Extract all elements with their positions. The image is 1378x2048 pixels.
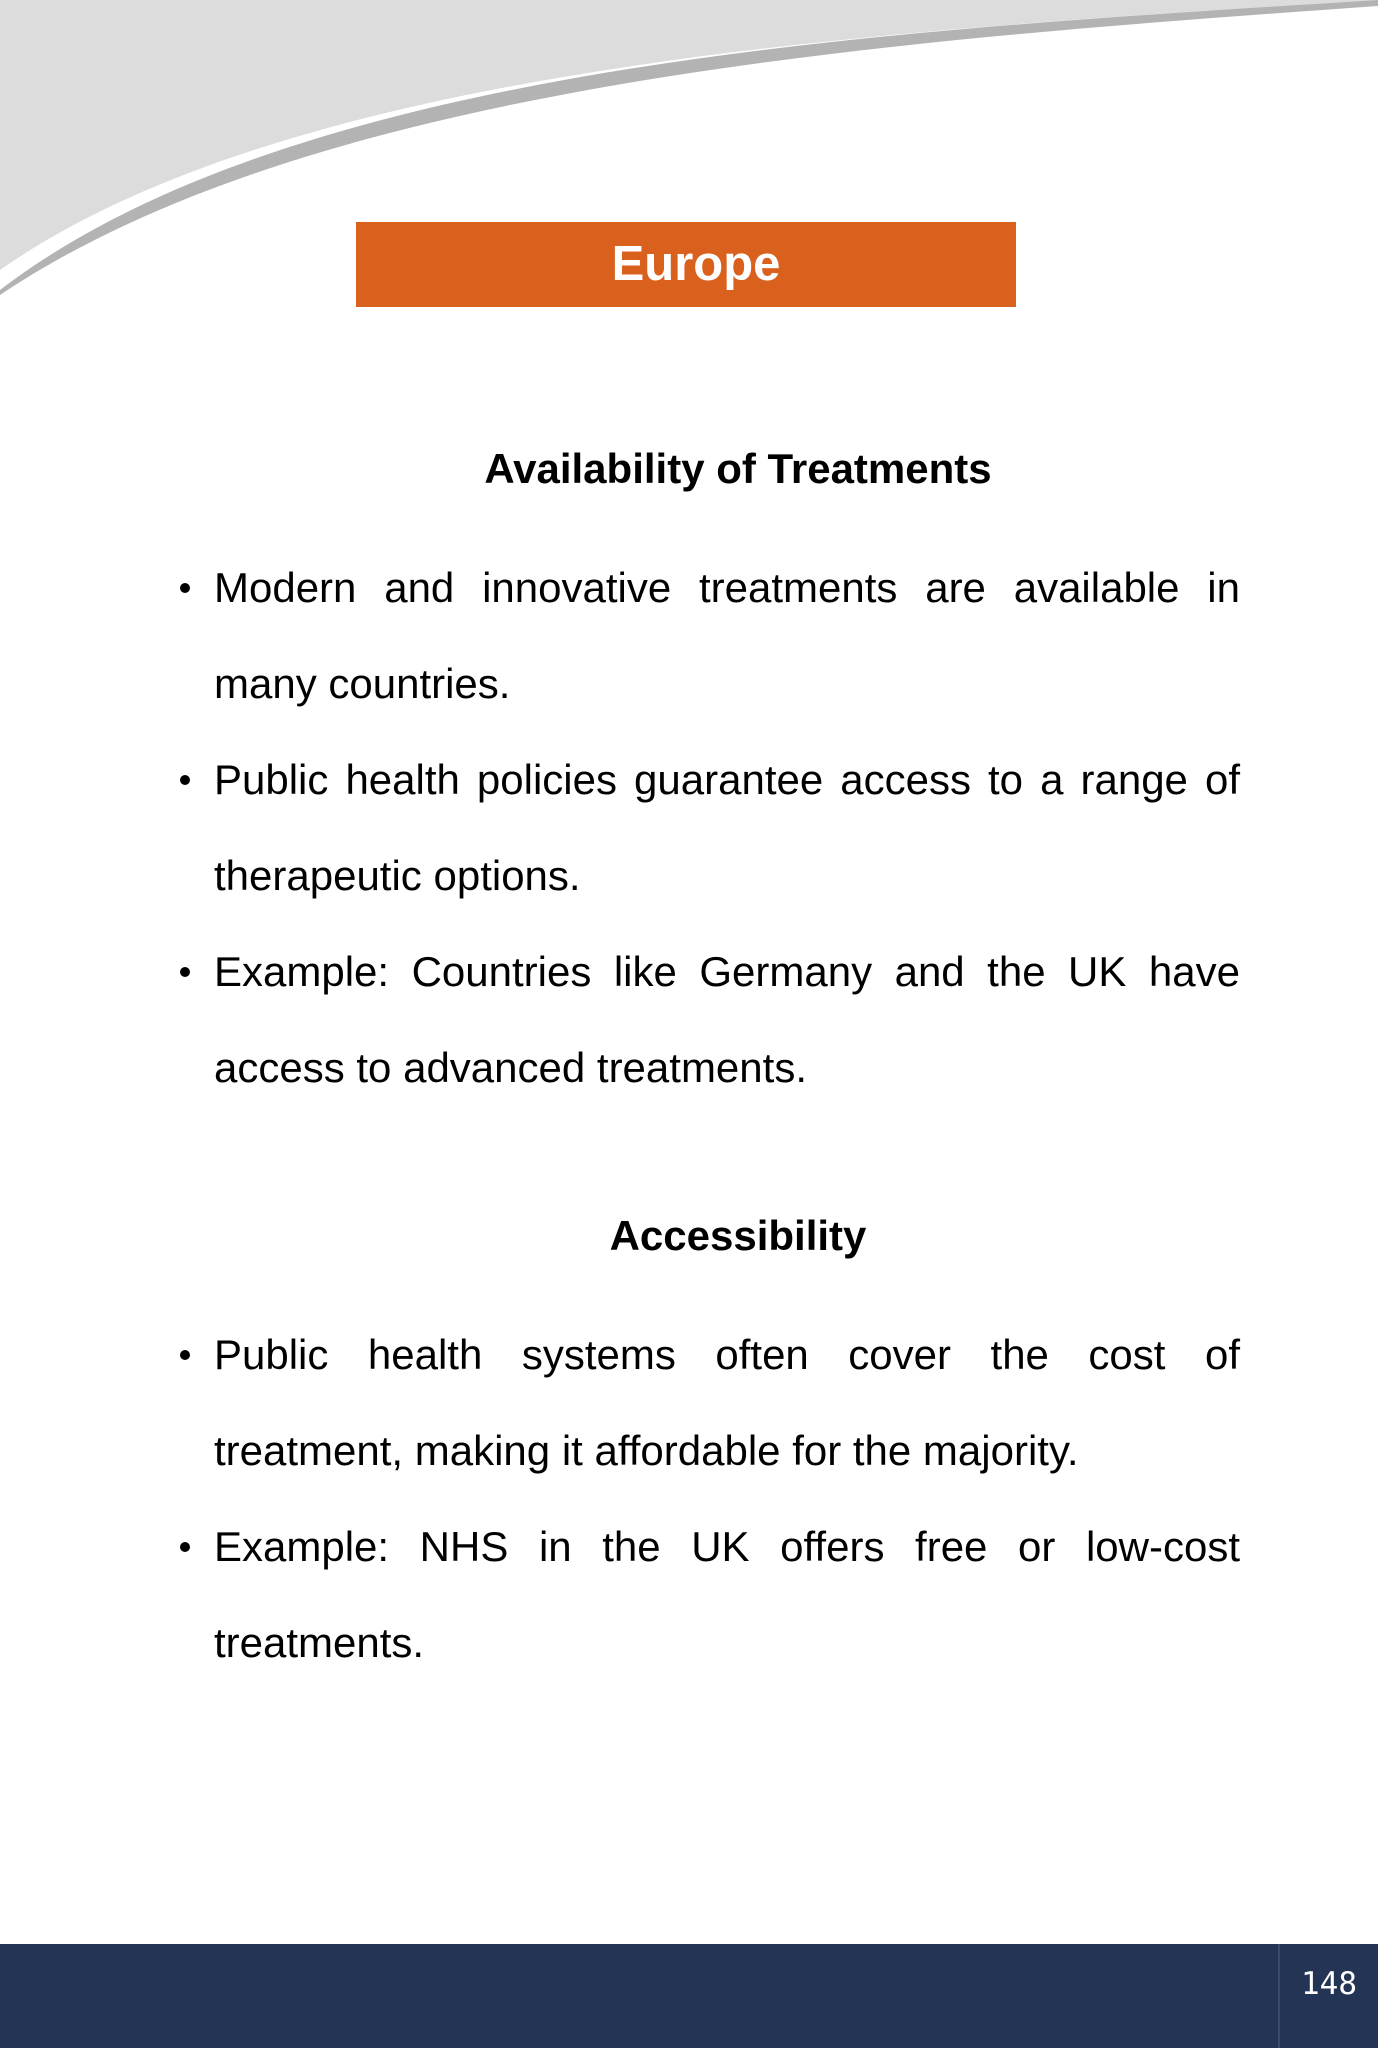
list-item-text: Public health policies guarantee access to a range of therapeutic options. — [214, 756, 1240, 899]
title-banner — [356, 222, 1016, 307]
bullet-list — [176, 1307, 1240, 1691]
list-item — [176, 732, 1240, 924]
section-heading: Accessibility — [609, 1212, 867, 1259]
footer-bar — [0, 1944, 1378, 2048]
section-heading: Availability of Treatments — [484, 445, 992, 492]
list-item — [176, 1499, 1240, 1691]
list-item-text: Public health systems often cover the cost of treatment, making it affordable for the majority. — [214, 1331, 1240, 1474]
section-accessibility — [176, 1211, 1240, 1691]
bullet-icon — [180, 775, 190, 785]
bullet-icon — [180, 1542, 190, 1552]
page-number-box — [1278, 1944, 1378, 2048]
page-number: 148 — [1301, 1966, 1357, 2002]
list-item — [176, 924, 1240, 1116]
list-item — [176, 540, 1240, 732]
bullet-icon — [180, 583, 190, 593]
bullet-icon — [180, 967, 190, 977]
page-title: Europe — [611, 237, 781, 291]
section-availability — [176, 444, 1240, 1116]
list-item-text: Example: Countries like Germany and the UK have access to advanced treatments. — [214, 948, 1240, 1091]
list-item-text: Modern and innovative treatments are available in many countries. — [214, 564, 1240, 707]
bullet-icon — [180, 1350, 190, 1360]
list-item-text: Example: NHS in the UK offers free or low-cost treatments. — [214, 1523, 1240, 1666]
bullet-list — [176, 540, 1240, 1116]
list-item — [176, 1307, 1240, 1499]
